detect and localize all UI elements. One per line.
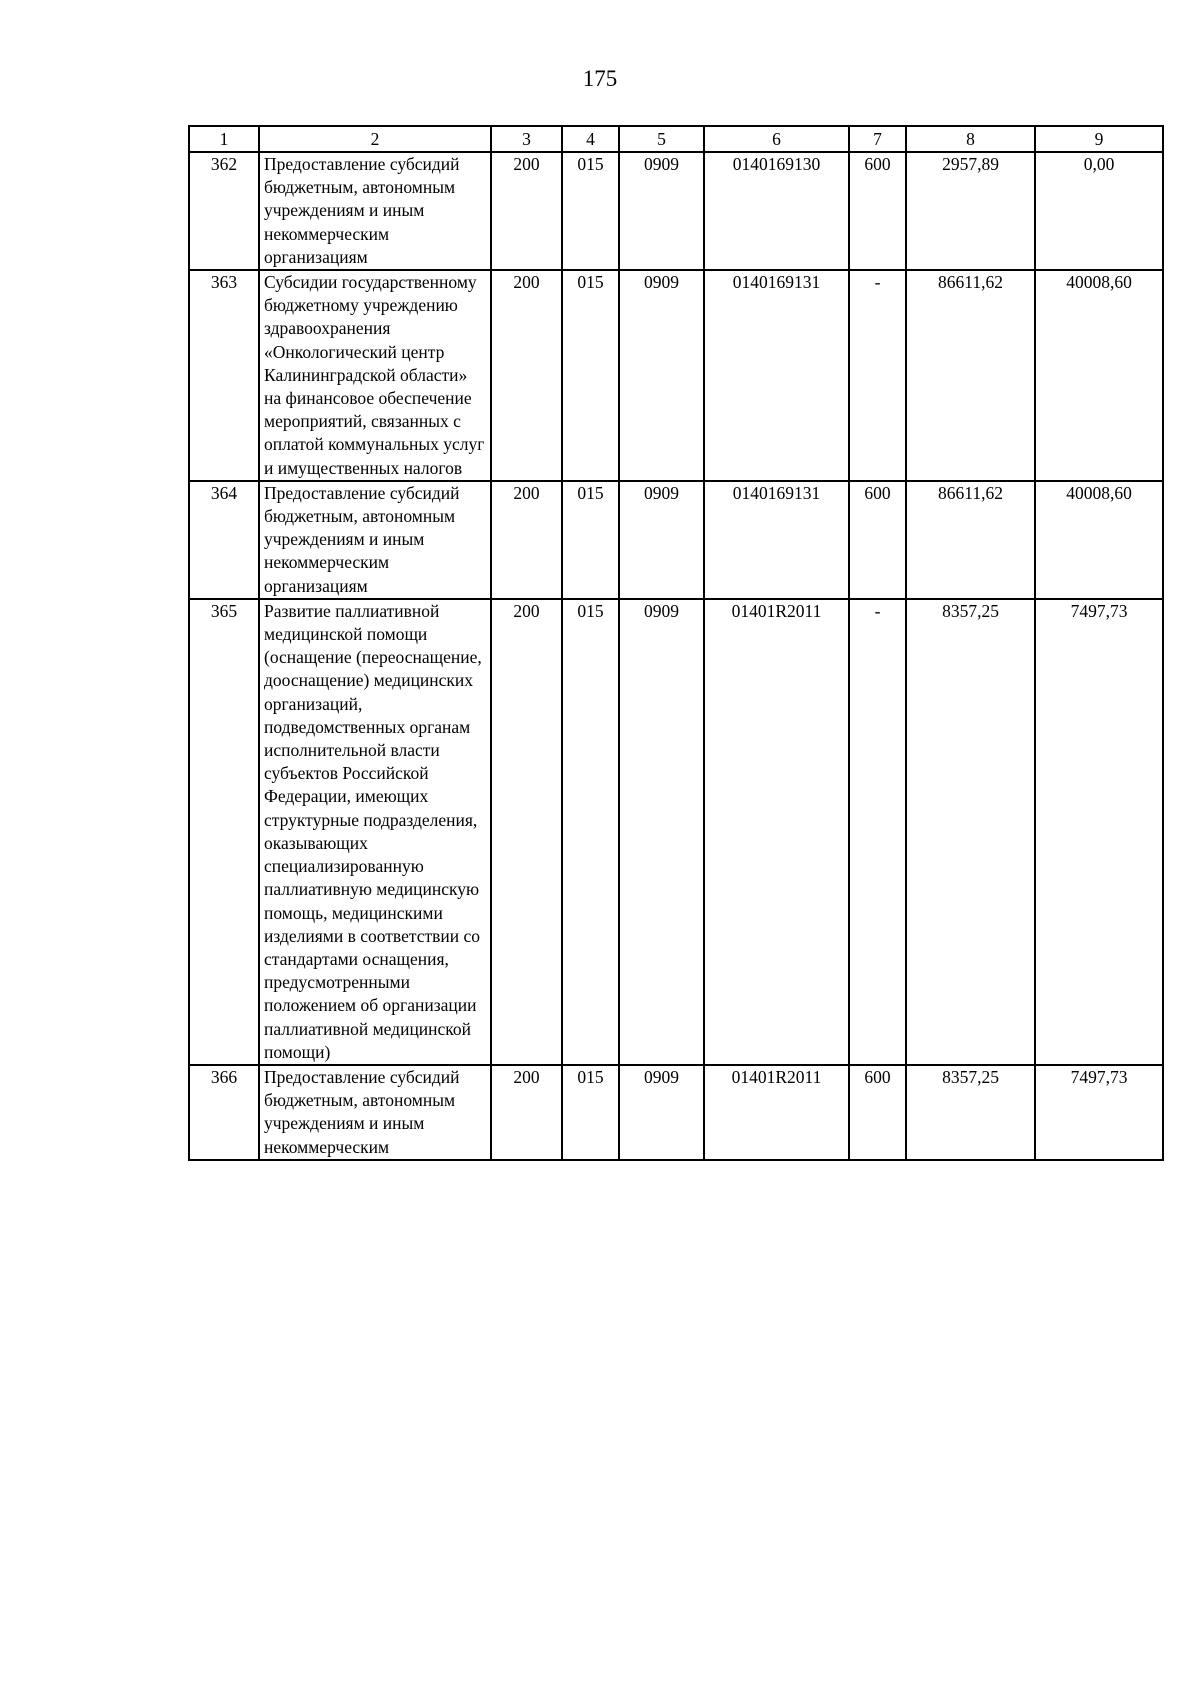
row-description: Субсидии государственному бюджетному учреждению здравоохранения «Онкологический центр Калининградской области» на финансовое обеспечение мероприятий, связанных с оплатой коммунальных услуг и имущественных налогов	[259, 270, 491, 481]
ministry-code: 200	[491, 481, 562, 599]
amount-col-9: 0,00	[1035, 152, 1163, 270]
expense-type-code: -	[849, 270, 906, 481]
amount-col-8: 86611,62	[906, 270, 1035, 481]
row-description: Развитие паллиативной медицинской помощи (оснащение (переоснащение, дооснащение) медицинских организаций, подведомственных органам исполнительной власти субъектов Российской Федерации, имеющих структурные подразделения, оказывающих специализированную паллиативную медицинскую помощь, медицинскими изделиями в соответствии со стандартами оснащения, предусмотренными положением об организации паллиативной медицинской помощи)	[259, 599, 491, 1065]
target-article-code: 0140169131	[704, 270, 849, 481]
ministry-code: 200	[491, 270, 562, 481]
table-row	[189, 1065, 1163, 1160]
expense-type-code: 600	[849, 1065, 906, 1160]
subsection-code: 0909	[619, 152, 704, 270]
amount-col-8: 8357,25	[906, 599, 1035, 1065]
expense-type-code: 600	[849, 152, 906, 270]
table-row	[189, 599, 1163, 1065]
section-code: 015	[562, 270, 619, 481]
target-article-code: 01401R2011	[704, 1065, 849, 1160]
row-description: Предоставление субсидий бюджетным, автономным учреждениям и иным некоммерческим организациям	[259, 481, 491, 599]
section-code: 015	[562, 599, 619, 1065]
amount-col-8: 2957,89	[906, 152, 1035, 270]
column-header: 6	[704, 126, 849, 152]
amount-col-8: 86611,62	[906, 481, 1035, 599]
ministry-code: 200	[491, 152, 562, 270]
column-header: 1	[189, 126, 259, 152]
row-description: Предоставление субсидий бюджетным, автономным учреждениям и иным некоммерческим	[259, 1065, 491, 1160]
section-code: 015	[562, 152, 619, 270]
subsection-code: 0909	[619, 599, 704, 1065]
budget-table	[188, 125, 1164, 1161]
row-number: 364	[189, 481, 259, 599]
row-number: 366	[189, 1065, 259, 1160]
column-header: 8	[906, 126, 1035, 152]
row-description: Предоставление субсидий бюджетным, автономным учреждениям и иным некоммерческим организациям	[259, 152, 491, 270]
expense-type-code: -	[849, 599, 906, 1065]
amount-col-9: 7497,73	[1035, 599, 1163, 1065]
target-article-code: 0140169131	[704, 481, 849, 599]
expense-type-code: 600	[849, 481, 906, 599]
amount-col-9: 40008,60	[1035, 481, 1163, 599]
column-header: 5	[619, 126, 704, 152]
target-article-code: 01401R2011	[704, 599, 849, 1065]
amount-col-9: 7497,73	[1035, 1065, 1163, 1160]
row-number: 363	[189, 270, 259, 481]
ministry-code: 200	[491, 1065, 562, 1160]
table-header-row	[189, 126, 1163, 152]
table-row	[189, 270, 1163, 481]
target-article-code: 0140169130	[704, 152, 849, 270]
amount-col-9: 40008,60	[1035, 270, 1163, 481]
section-code: 015	[562, 1065, 619, 1160]
table-row	[189, 481, 1163, 599]
amount-col-8: 8357,25	[906, 1065, 1035, 1160]
row-number: 365	[189, 599, 259, 1065]
row-number: 362	[189, 152, 259, 270]
subsection-code: 0909	[619, 1065, 704, 1160]
page-number: 175	[582, 66, 618, 91]
column-header: 2	[259, 126, 491, 152]
column-header: 3	[491, 126, 562, 152]
subsection-code: 0909	[619, 270, 704, 481]
column-header: 9	[1035, 126, 1163, 152]
column-header: 4	[562, 126, 619, 152]
ministry-code: 200	[491, 599, 562, 1065]
column-header: 7	[849, 126, 906, 152]
table-row	[189, 152, 1163, 270]
subsection-code: 0909	[619, 481, 704, 599]
section-code: 015	[562, 481, 619, 599]
